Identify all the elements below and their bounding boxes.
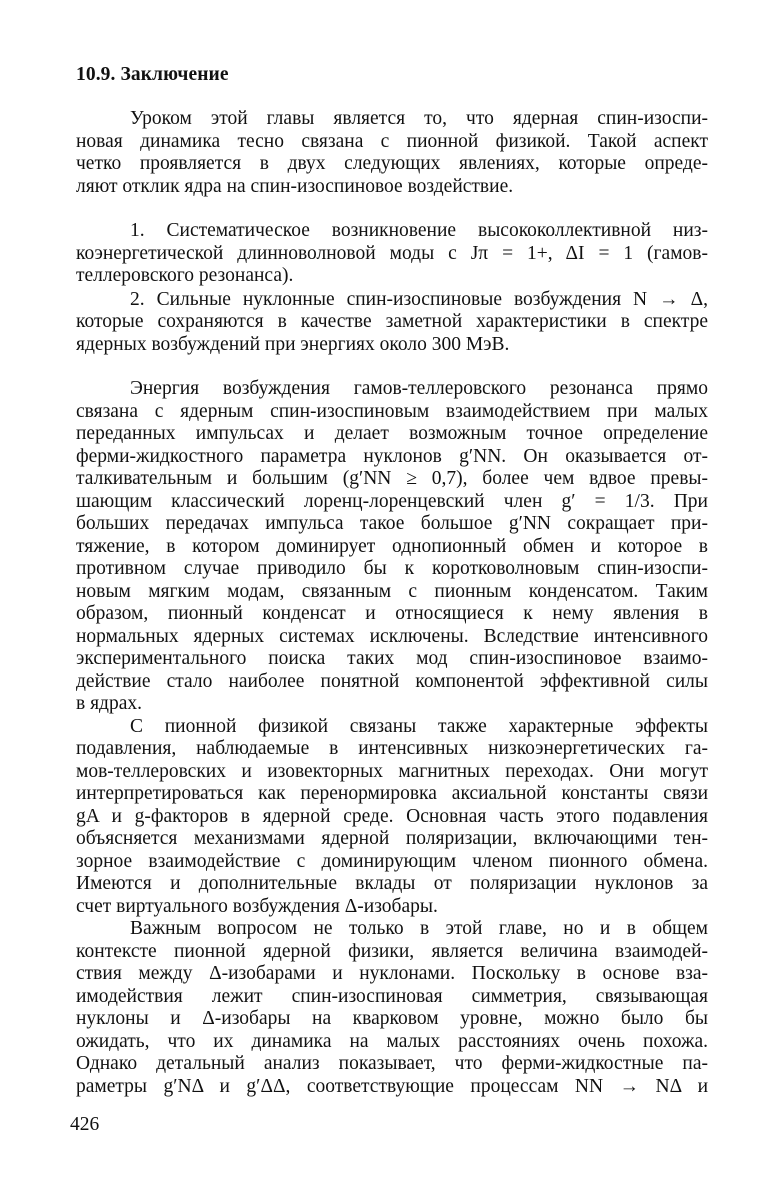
text-line: нормальных ядерных системах исключены. Вследствие интенсивного <box>76 626 708 647</box>
text-line: Уроком этой главы является то, что ядерная спин-изоспи- <box>130 108 708 129</box>
text-line: четко проявляется в двух следующих явлениях, которые опреде- <box>76 153 708 174</box>
text-line: мов-теллеровских и изовекторных магнитных переходах. Они могут <box>76 761 708 782</box>
text-line: теллеровского резонанса). <box>76 265 294 286</box>
text-line: зорное взаимодействие с доминирующим членом пионного обмена. <box>76 851 708 872</box>
text-line: талкивательным и большим (g′NN ≥ 0,7), более чем вдвое превы- <box>76 468 708 489</box>
text-line: Однако детальный анализ показывает, что ферми-жидкостные па- <box>76 1053 708 1074</box>
text-line: шающим классический лоренц-лоренцевский член g′ = 1/3. При <box>76 491 708 512</box>
text-line: коэнергетической длинноволновой моды с Jπ = 1+, ΔI = 1 (гамов- <box>76 243 708 264</box>
text-line: связана с ядерным спин-изоспиновым взаимодействием при малых <box>76 401 708 422</box>
text-line: ожидать, что их динамика на малых расстояниях очень похожа. <box>76 1031 708 1052</box>
text-line: gA и g-факторов в ядерной среде. Основная часть этого подавления <box>76 806 708 827</box>
page-number: 426 <box>70 1114 100 1135</box>
text-line: новая динамика тесно связана с пионной физикой. Такой аспект <box>76 131 708 152</box>
text-line: Имеются и дополнительные вклады от поляризации нуклонов за <box>76 873 708 894</box>
section-heading: 10.9. Заключение <box>76 64 229 85</box>
text-line: больших передачах импульса такое большое g′NN сокращает при- <box>76 513 708 534</box>
text-line: образом, пионный конденсат и относящиеся к нему явления в <box>76 603 708 624</box>
text-line: тяжение, в котором доминирует однопионный обмен и которое в <box>76 536 708 557</box>
text-line: С пионной физикой связаны также характерные эффекты <box>130 716 708 737</box>
text-line: ферми-жидкостного параметра нуклонов g′NN. Он оказывается от- <box>76 446 708 467</box>
text-line: действие стало наиболее понятной компонентой эффективной силы <box>76 671 708 692</box>
text-line: ствия между Δ-изобарами и нуклонами. Поскольку в основе вза- <box>76 963 708 984</box>
text-line: переданных импульсах и делает возможным точное определение <box>76 423 708 444</box>
text-line: раметры g′NΔ и g′ΔΔ, соответствующие процессам NN → NΔ и <box>76 1076 708 1097</box>
text-line: новым мягким модам, связанным с пионным конденсатом. Таким <box>76 581 708 602</box>
text-line: ляют отклик ядра на спин-изоспиновое воздействие. <box>76 176 514 197</box>
text-line: подавления, наблюдаемые в интенсивных низкоэнергетических га- <box>76 738 708 759</box>
text-line: счет виртуального возбуждения Δ-изобары. <box>76 896 438 917</box>
text-line: которые сохраняются в качестве заметной характеристики в спектре <box>76 311 708 332</box>
text-line: объясняется механизмами ядерной поляризации, включающими тен- <box>76 828 708 849</box>
text-line: интерпретироваться как перенормировка аксиальной константы связи <box>76 783 708 804</box>
text-line: Энергия возбуждения гамов-теллеровского резонанса прямо <box>130 378 708 399</box>
text-line: в ядрах. <box>76 693 143 714</box>
list-item-1: 1. Систематическое возникновение высококоллективной низ- <box>130 220 708 241</box>
text-line: ядерных возбуждений при энергиях около 300 МэВ. <box>76 334 510 355</box>
text-line: Важным вопросом не только в этой главе, но и в общем <box>130 918 708 939</box>
text-line: контексте пионной ядерной физики, является величина взаимодей- <box>76 941 708 962</box>
text-line: экспериментального поиска таких мод спин-изоспиновое взаимо- <box>76 648 708 669</box>
text-line: нуклоны и Δ-изобары на кварковом уровне, можно было бы <box>76 1008 708 1029</box>
text-line: имодействия лежит спин-изоспиновая симметрия, связывающая <box>76 986 708 1007</box>
text-line: противном случае приводило бы к коротковолновым спин-изоспи- <box>76 558 708 579</box>
list-item-2: 2. Сильные нуклонные спин-изоспиновые возбуждения N → Δ, <box>130 289 708 310</box>
